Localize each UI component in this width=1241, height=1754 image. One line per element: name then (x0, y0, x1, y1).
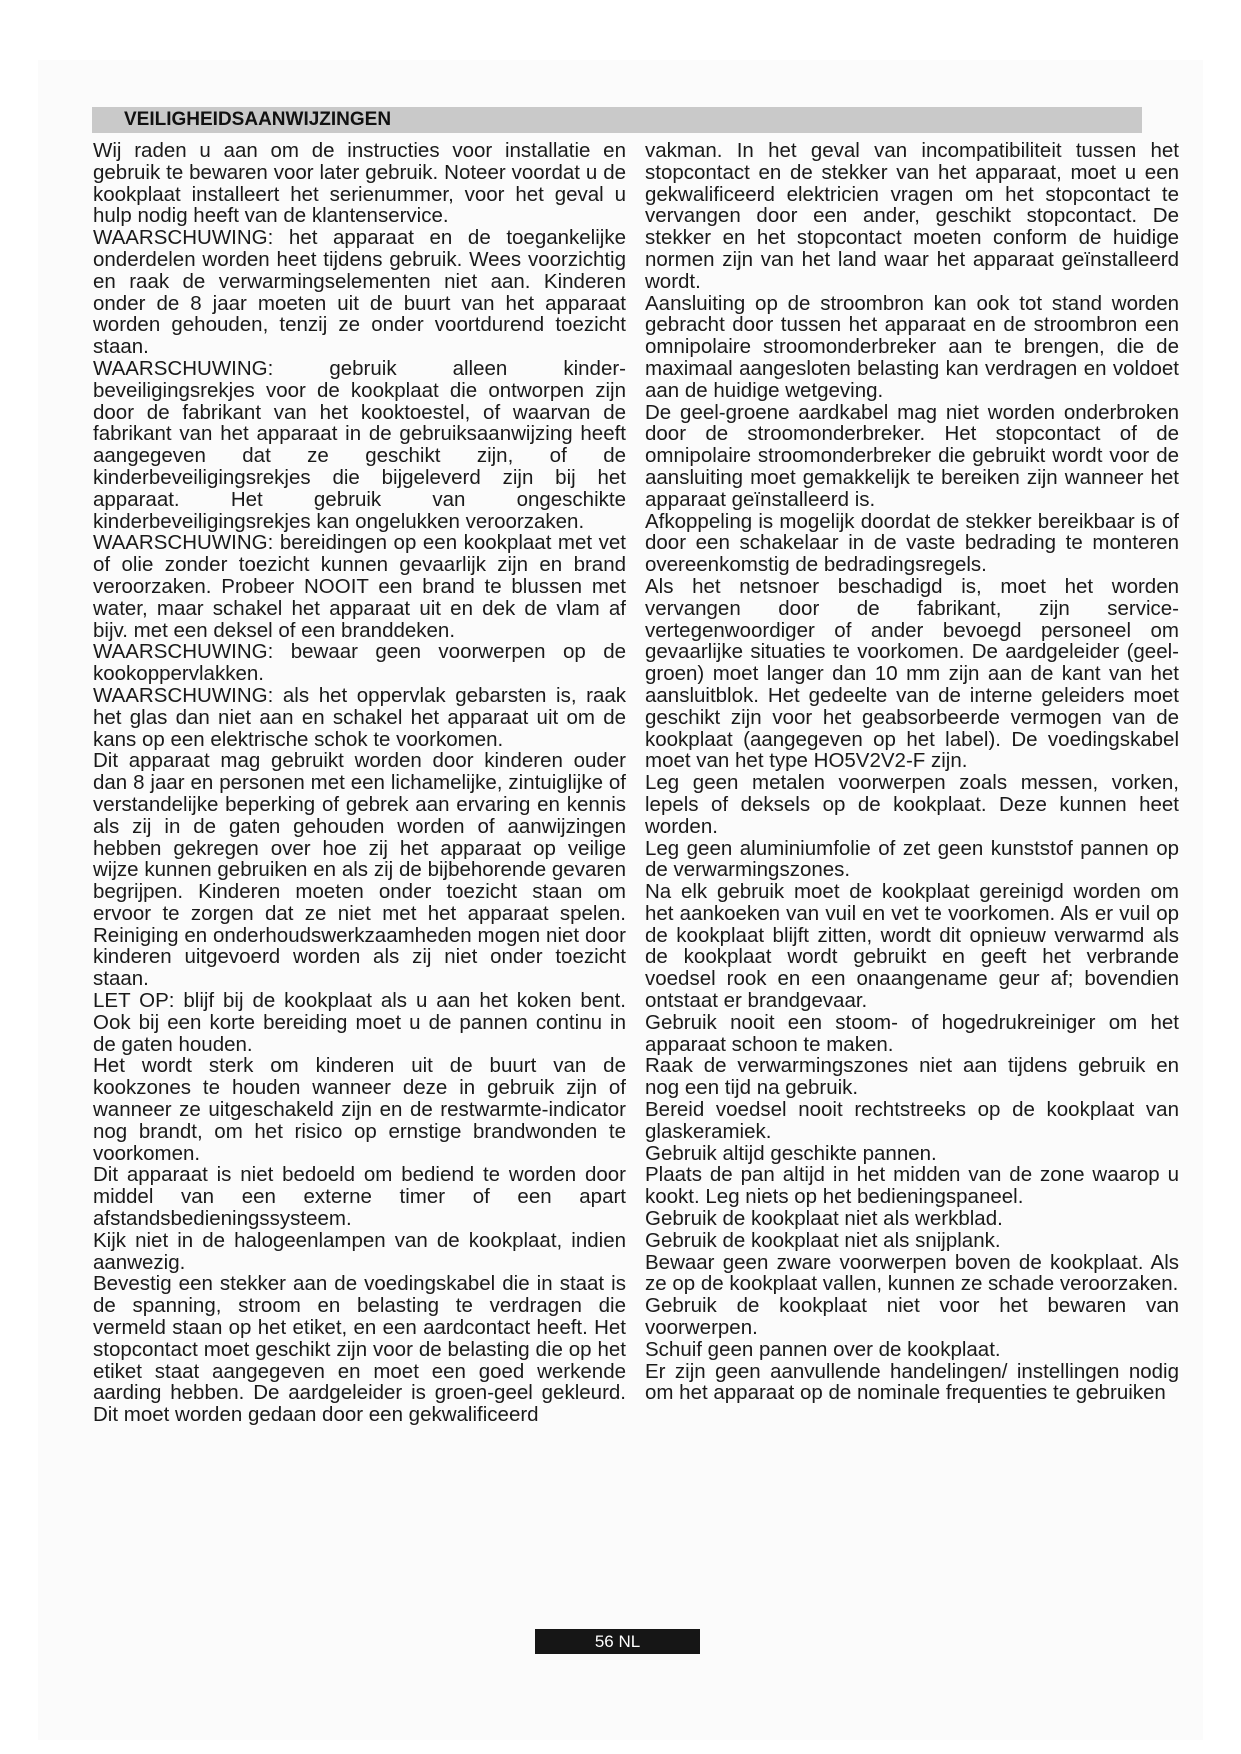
paragraph: Schuif geen pannen over de kookplaat. (645, 1337, 1001, 1361)
paragraph: Afkoppeling is mogelijk doordat de stekker bereikbaar is of door een schakelaar in de vaste bedrading te monteren overeenkomstig de bedradingsregels. (645, 509, 1179, 577)
paragraph: WAARSCHUWING: bewaar geen voorwerpen op de kookoppervlakken. (93, 640, 626, 686)
section-title: VEILIGHEIDSAANWIJZINGEN (92, 107, 1142, 133)
paragraph: Leg geen aluminiumfolie of zet geen kunststof pannen op de verwarmingszones. (645, 836, 1179, 882)
paragraph: Bevestig een stekker aan de voedingskabel die in staat is de spanning, stroom en belasting te verdragen die vermeld staan op het etiket, en een aardcontact heeft. Het stopcontact moet geschikt zijn voor de belasting die op het etiket staat aangegeven en moet een goed werkende aarding hebben. De aardgeleider is groen-geel gekleurd. Dit moet worden gedaan door een gekwalificeerd (93, 1272, 626, 1427)
paragraph: Na elk gebruik moet de kookplaat gereinigd worden om het aankoeken van vuil en vet te voorkomen. Als er vuil op de kookplaat blijft zitten, wordt dit opnieuw verwarmd als de kookplaat wordt gebruikt en geeft het verbrande voedsel rook en een onaangename geur af; bovendien ontstaat er brandgevaar. (645, 880, 1179, 1013)
paragraph: Leg geen metalen voorwerpen zoals messen, vorken, lepels of deksels op de kookplaat. Deze kunnen heet worden. (645, 771, 1179, 838)
paragraph: Gebruik de kookplaat niet als snijplank. (645, 1228, 1001, 1252)
paragraph: Raak de verwarmingszones niet aan tijdens gebruik en nog een tijd na gebruik. (645, 1054, 1179, 1100)
paragraph: WAARSCHUWING: bereidingen op een kookplaat met vet of olie zonder toezicht kunnen gevaarlijk zijn en brand veroorzaken. Probeer NOOIT een brand te blussen met water, maar schakel het apparaat uit en dek de vlam af bijv. met een deksel of een branddeken. (93, 531, 626, 642)
paragraph: Bereid voedsel nooit rechtstreeks op de kookplaat van glaskeramiek. (645, 1098, 1179, 1143)
paragraph: Plaats de pan altijd in het midden van de zone waarop u kookt. Leg niets op het bedieningspaneel. (645, 1163, 1179, 1209)
paragraph: Gebruik nooit een stoom- of hogedrukreiniger om het apparaat schoon te maken. (645, 1010, 1179, 1056)
paragraph: Gebruik de kookplaat niet als werkblad. (645, 1207, 1003, 1231)
paragraph: Gebruik altijd geschikte pannen. (645, 1141, 937, 1165)
page-number: 56 NL (535, 1629, 700, 1654)
paragraph: Het wordt sterk om kinderen uit de buurt van de kookzones te houden wanneer deze in gebruik zijn of wanneer ze uitgeschakeld zijn en de restwarmte-indicator nog brandt, om het risico op ernstige brandwonden te voorkomen. (93, 1054, 626, 1165)
paragraph: WAARSCHUWING: als het oppervlak gebarsten is, raak het glas dan niet aan en schakel het apparaat uit om de kans op een elektrische schok te voorkomen. (93, 683, 626, 751)
paragraph: LET OP: blijf bij de kookplaat als u aan het koken bent. Ook bij een korte bereiding moet u de pannen continu in de gaten houden. (93, 989, 626, 1056)
paragraph: Gebruik de kookplaat niet voor het bewaren van voorwerpen. (645, 1294, 1179, 1340)
paragraph: Wij raden u aan om de instructies voor installatie en gebruik te bewaren voor later gebruik. Noteer voordat u de kookplaat installeert het serienummer, voor het geval u hulp nodig heeft van de klantenservice. (93, 139, 626, 228)
paragraph: Aansluiting op de stroombron kan ook tot stand worden gebracht door tussen het apparaat en de stroombron een omnipolaire stroomonderbreker aan te brengen, die de maximaal aangesloten belasting kan verdragen en voldoet aan de huidige wetgeving. (645, 291, 1179, 402)
paragraph: De geel-groene aardkabel mag niet worden onderbroken door de stroomonderbreker. Het stopcontact of de omnipolaire stroomonderbreker die gebruikt wordt voor de aansluiting moet gemakkelijk te bereiken zijn wanneer het apparaat geïnstalleerd is. (645, 400, 1179, 511)
paragraph: Dit apparaat mag gebruikt worden door kinderen ouder dan 8 jaar en personen met een lichamelijke, zintuiglijke of verstandelijke beperking of gebrek aan ervaring en kennis als zij in de gaten gehouden worden of aanwijzingen hebben gekregen over hoe zij het apparaat op veilige wijze kunnen gebruiken en als zij de bijbehorende gevaren begrijpen. Kinderen moeten onder toezicht staan om ervoor te zorgen dat ze niet met het apparaat spelen. Reiniging en onderhoudswerkzaamheden mogen niet door kinderen uitgevoerd worden als zij niet onder toezicht staan. (93, 749, 626, 991)
left-column (93, 140, 626, 1426)
paragraph: Kijk niet in de halogeenlampen van de kookplaat, indien aanwezig. (93, 1228, 626, 1274)
paragraph: WAARSCHUWING: gebruik alleen kinder-beveiligingsrekjes voor de kookplaat die ontworpen zijn door de fabrikant van het kooktoestel, of waarvan de fabrikant van het apparaat in de gebruiksaanwijzing heeft aangegeven dat ze geschikt zijn, of de kinderbeveiligingsrekjes die bijgeleverd zijn bij het apparaat. Het gebruik van ongeschikte kinderbeveiligingsrekjes kan ongelukken veroorzaken. (93, 356, 626, 533)
paragraph: WAARSCHUWING: het apparaat en de toegankelijke onderdelen worden heet tijdens gebruik. Wees voorzichtig en raak de verwarmingselementen niet aan. Kinderen onder de 8 jaar moeten uit de buurt van het apparaat worden gehouden, tenzij ze onder voortdurend toezicht staan. (93, 226, 626, 359)
right-column (645, 140, 1179, 1404)
paragraph: Dit apparaat is niet bedoeld om bediend te worden door middel van een externe timer of een apart afstandsbedieningssysteem. (93, 1163, 626, 1231)
paragraph: Als het netsnoer beschadigd is, moet het worden vervangen door de fabrikant, zijn service-vertegenwoordiger of ander bevoegd personeel om gevaarlijke situaties te voorkomen. De aardgeleider (geel-groen) moet langer dan 10 mm zijn aan de kant van het aansluitblok. Het gedeelte van de interne geleiders moet geschikt zijn voor het geabsorbeerde vermogen van de kookplaat (aangegeven op het label). De voedingskabel moet van het type HO5V2V2-F zijn. (645, 574, 1179, 773)
paragraph: Er zijn geen aanvullende handelingen/ instellingen nodig om het apparaat op de nominale frequenties te gebruiken (645, 1359, 1179, 1405)
paragraph: vakman. In het geval van incompatibiliteit tussen het stopcontact en de stekker van het apparaat, moet u een gekwalificeerd elektricien vragen om het stopcontact te vervangen door een ander, geschikt stopcontact. De stekker en het stopcontact moeten conform de huidige normen zijn van het land waar het apparaat geïnstalleerd wordt. (645, 139, 1179, 293)
paragraph: Bewaar geen zware voorwerpen boven de kookplaat. Als ze op de kookplaat vallen, kunnen ze schade veroorzaken. (645, 1250, 1179, 1296)
